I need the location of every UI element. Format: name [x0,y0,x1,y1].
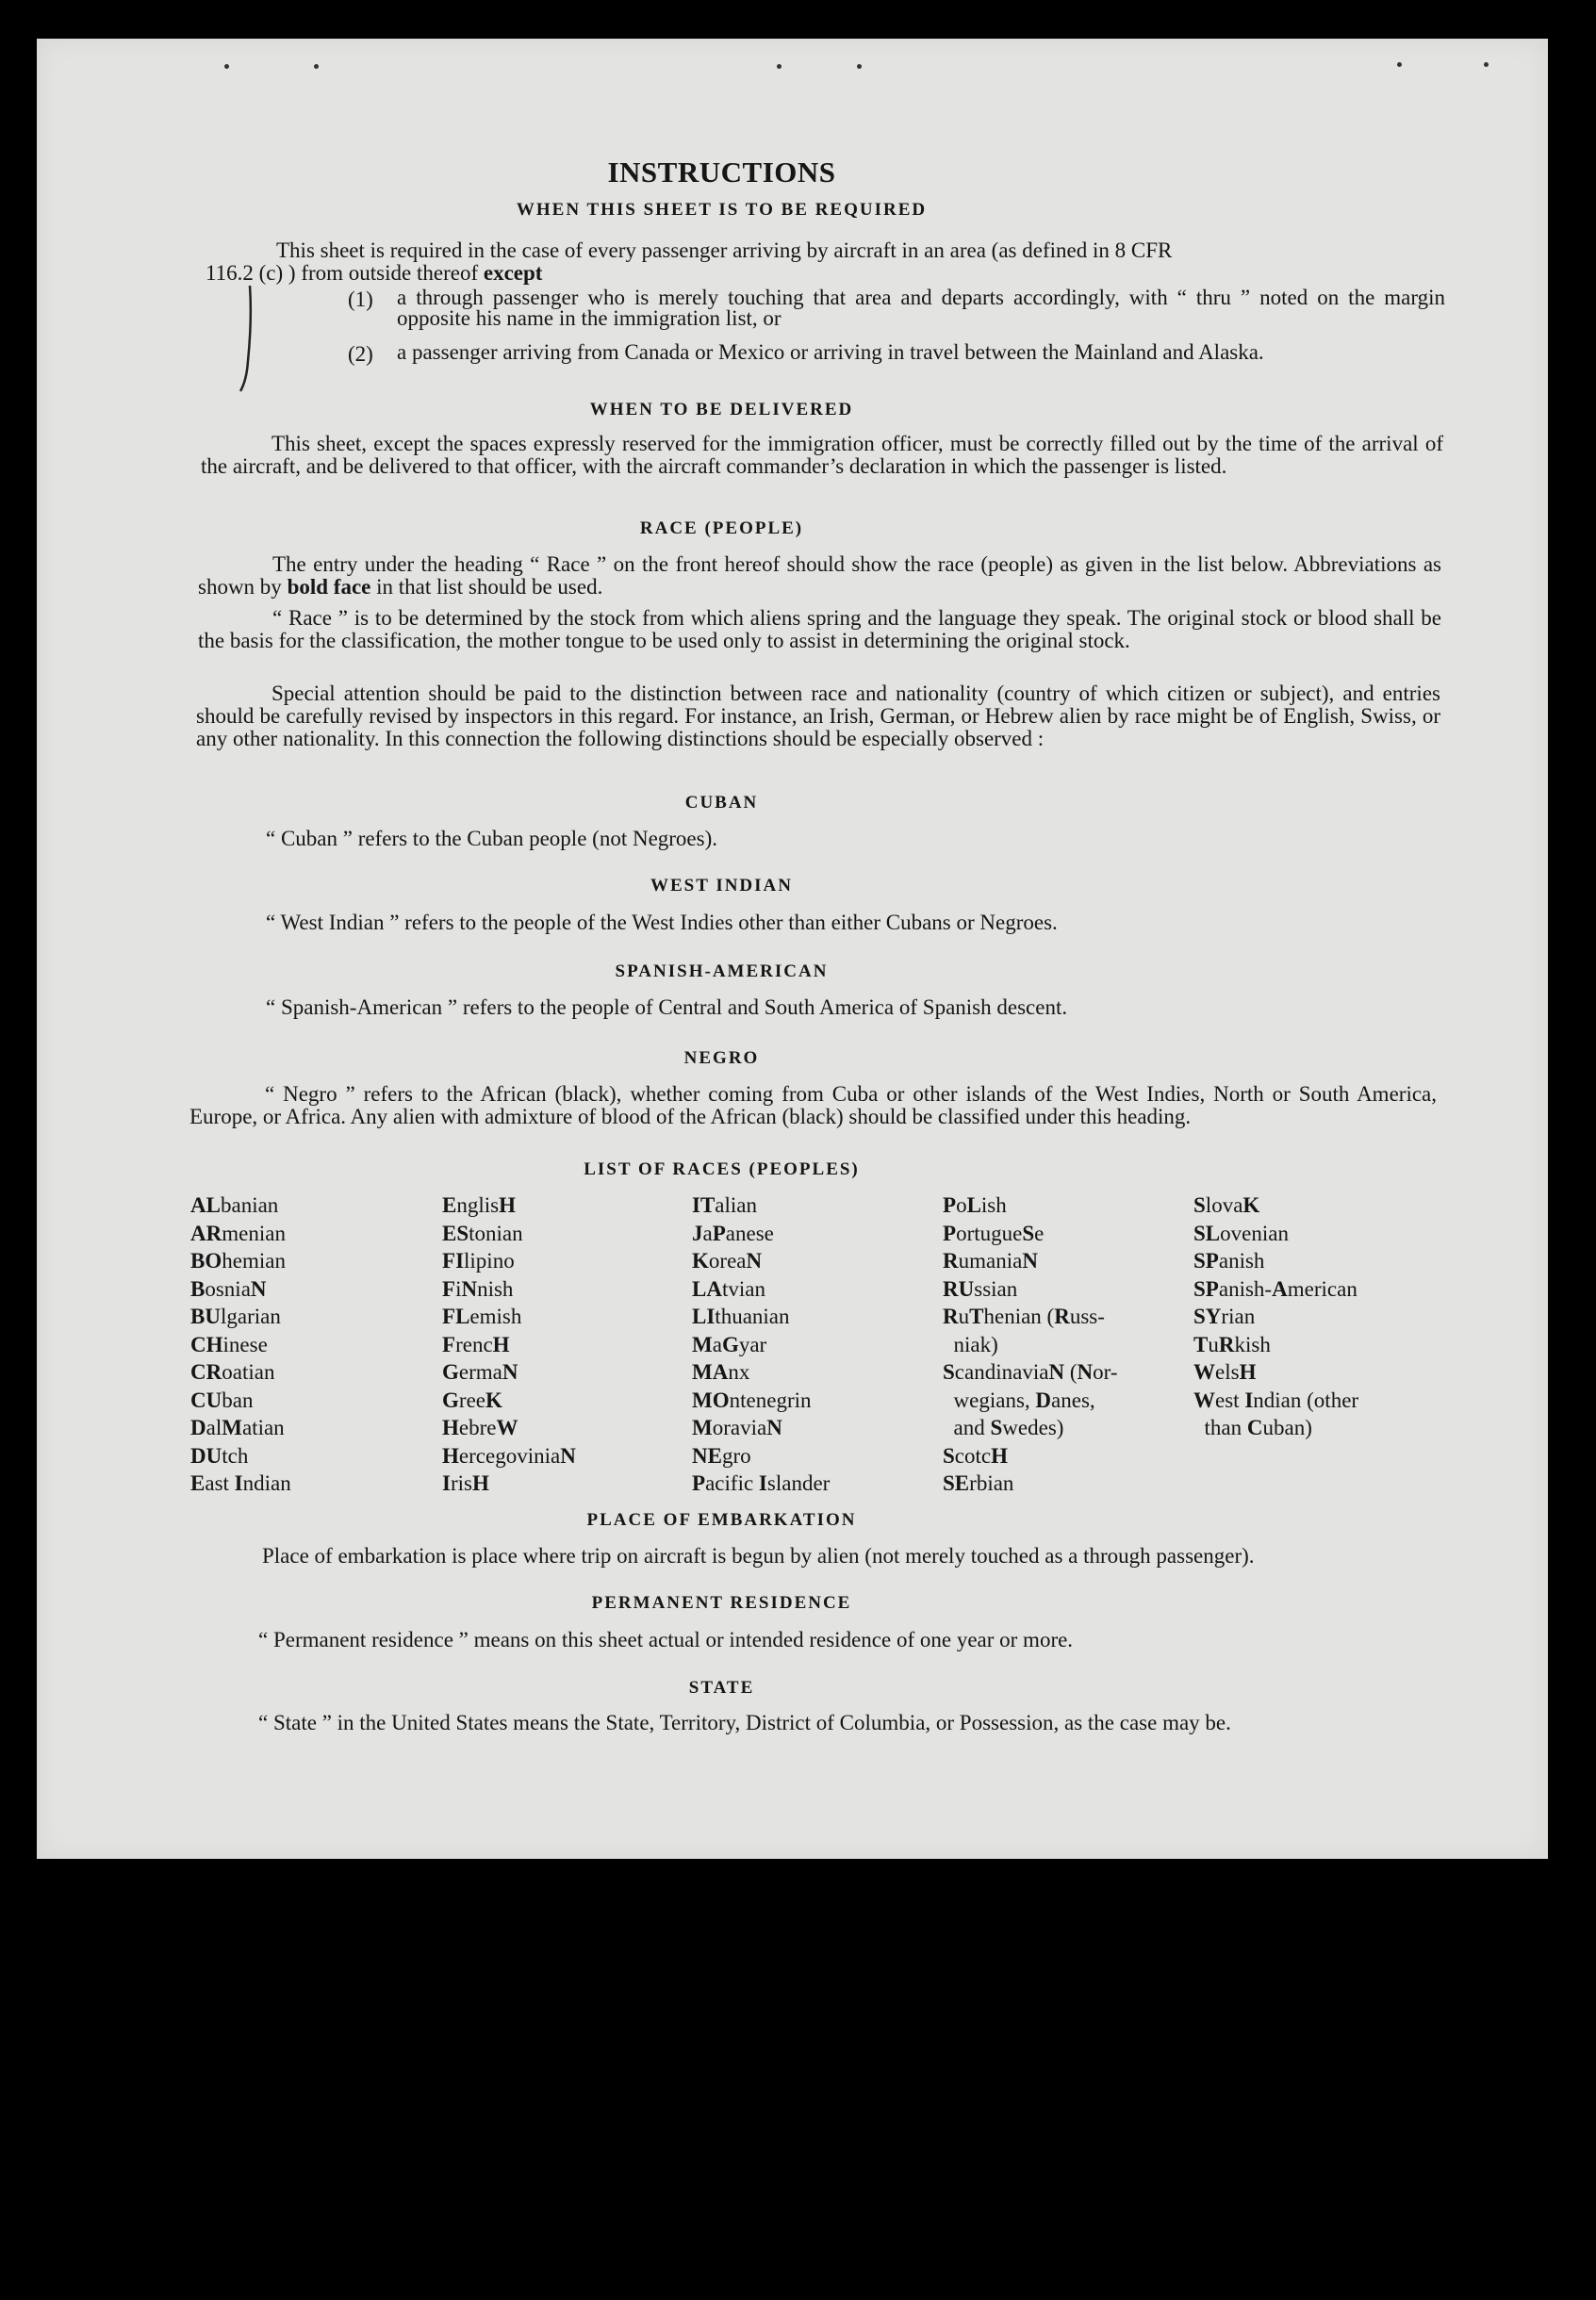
race-list-item: FrencH [442,1332,510,1356]
race-list-item: RuThenian (Russ- [943,1305,1105,1328]
race-list-item: ALbanian [190,1193,279,1217]
race-list-item: FiNnish [442,1276,514,1301]
cuban-text: “ Cuban ” refers to the Cuban people (not Negroes). [266,827,718,850]
race-list-item: SErbian [943,1471,1014,1495]
race-list-item: WelsH [1193,1360,1257,1384]
punch-hole-dot [857,64,862,69]
negro-text: “ Negro ” refers to the African (black), whether coming from Cuba or other islands of the West Indies, North or South America, Europe, or Africa. Any alien with admixture of blood of the African (black) should be classified under this heading. [189,1082,1437,1128]
embarkation-text: Place of embarkation is place where trip on aircraft is begun by alien (not merely touched as a through passenger). [262,1544,1255,1568]
punch-hole-dot [314,64,319,69]
race-list-item: SlovaK [1193,1193,1260,1217]
race-list-item: BosniaN [190,1276,267,1301]
required-heading: WHEN THIS SHEET IS TO BE REQUIRED [516,200,928,220]
race-list-item: LAtvian [692,1276,765,1301]
page-title: INSTRUCTIONS [607,156,836,189]
embarkation-heading: PLACE OF EMBARKATION [586,1510,857,1530]
race-list-item: PortugueSe [943,1221,1045,1245]
except-bold: except [483,261,543,285]
negro-heading: NEGRO [683,1048,760,1068]
state-text: “ State ” in the United States means the State, Territory, District of Columbia, or Possession, as the case may be. [258,1711,1231,1734]
race-list-item: niak) [953,1332,998,1356]
race-list-item: EnglisH [442,1193,516,1217]
race-list-item: RUssian [943,1276,1018,1301]
race-list-item: SPanish [1193,1249,1265,1273]
race-list-column-3 [692,1191,830,1498]
race-list-item: DUtch [190,1443,249,1468]
race-list-item: FIlipino [442,1249,515,1273]
race-list-item: DalMatian [190,1416,285,1439]
instruction-sheet [37,39,1548,1859]
margin-bracket-mark [235,286,263,399]
race-p1-text: The entry under the heading “ Race ” on the front hereof should show the race (people) as given in the list below. Abbreviations as shown by [198,552,1441,599]
race-list-item: MOntenegrin [692,1388,812,1412]
race-list-item: NEgro [692,1443,751,1468]
delivered-text: This sheet, except the spaces expressly reserved for the immigration officer, must be correctly filled out by the time of the arrival of the aircraft, and be delivered to that officer, with the aircraft commander’s declaration in which the passenger is listed. [201,432,1443,478]
spanish-american-text: “ Spanish-American ” refers to the people of Central and South America of Spanish descent. [266,995,1068,1019]
race-list-item: East Indian [190,1471,291,1495]
race-list-item: SPanish-American [1193,1276,1357,1301]
race-paragraph-2: “ Race ” is to be determined by the stock from which aliens spring and the language they speak. The original stock or blood shall be the basis for the classification, the mother tongue to be used only to assist in determining the original stock. [198,606,1441,652]
race-list-item: ScandinaviaN (Nor- [943,1360,1118,1384]
race-list-column-2 [442,1191,576,1498]
race-list-item: MoraviaN [692,1416,782,1439]
race-list-item: JaPanese [692,1221,774,1245]
race-list-item: LIthuanian [692,1305,790,1328]
required-line-2 [206,261,865,286]
list-heading: LIST OF RACES (PEOPLES) [584,1159,860,1179]
race-list-item: MAnx [692,1360,750,1384]
race-list-item: ScotcH [943,1443,1009,1468]
required-line-1: This sheet is required in the case of every passenger arriving by aircraft in an area (as defined in 8 CFR [276,238,1173,262]
race-list-item: Pacific Islander [692,1471,831,1495]
race-list-item: IrisH [442,1471,489,1495]
race-list-item: TuRkish [1193,1332,1271,1356]
race-paragraph-3: Special attention should be paid to the distinction between race and nationality (country of which citizen or subject), and entries should be carefully revised by inspectors in this regard. For instance, an Irish, German, or Hebrew alien by race might be of English, Swiss, or any other nationality. In this connection the following distinctions should be especially observed : [196,682,1440,750]
punch-hole-dot [224,64,229,69]
item-1-text: a through passenger who is merely touching that area and departs accordingly, with “ thru ” noted on the margin opposite his name in the immigration list, or [397,286,1445,330]
item-2-number: (2) [348,342,373,366]
race-list-item: HebreW [442,1416,518,1439]
race-list-item: ARmenian [190,1221,286,1245]
race-list-item: wegians, Danes, [953,1388,1095,1412]
item-2-text: a passenger arriving from Canada or Mexico or arriving in travel between the Mainland and Alaska. [397,340,1264,364]
punch-hole-dot [1484,62,1489,67]
race-p1-text-end: in that list should be used. [370,575,603,599]
race-paragraph-1 [198,553,1441,599]
race-list-item: GreeK [442,1388,502,1412]
race-list-item: CRoatian [190,1360,275,1384]
punch-hole-dot [777,64,782,69]
required-line-2-text: 116.2 (c) ) from outside thereof [206,261,484,285]
race-list-item: HercegoviniaN [442,1443,576,1468]
race-list-item: BUlgarian [190,1305,281,1328]
race-list-item: CUban [190,1388,254,1412]
residence-text: “ Permanent residence ” means on this sheet actual or intended residence of one year or more. [258,1628,1074,1651]
race-list-item: PoLish [943,1193,1007,1217]
race-heading: RACE (PEOPLE) [639,518,804,538]
race-list-item: CHinese [190,1332,268,1356]
race-list-column-1 [190,1191,291,1498]
race-list-item: than Cuban) [1204,1416,1312,1439]
race-list-item: SYrian [1193,1305,1256,1328]
race-list-item: EStonian [442,1221,523,1245]
race-list-column-4 [943,1191,1118,1498]
spanish-american-heading: SPANISH-AMERICAN [615,961,829,981]
race-list-item: ITalian [692,1193,758,1217]
race-list-item: BOhemian [190,1249,286,1273]
west-indian-heading: WEST INDIAN [650,876,793,895]
race-list-item: SLovenian [1193,1221,1289,1245]
west-indian-text: “ West Indian ” refers to the people of the West Indies other than either Cubans or Negroes. [266,911,1058,934]
race-list-item: FLemish [442,1305,522,1328]
item-1-number: (1) [348,288,373,311]
race-list-item: GermaN [442,1360,518,1384]
delivered-heading: WHEN TO BE DELIVERED [589,400,854,419]
race-list-item: MaGyar [692,1332,767,1356]
punch-hole-dot [1397,62,1402,67]
state-heading: STATE [688,1678,755,1698]
bold-face-text: bold face [287,575,371,599]
race-list-column-5 [1193,1191,1358,1442]
race-list-item: West Indian (other [1193,1388,1359,1412]
cuban-heading: CUBAN [684,793,759,813]
race-list-item: KoreaN [692,1249,763,1273]
residence-heading: PERMANENT RESIDENCE [591,1593,852,1613]
race-list-item: and Swedes) [953,1416,1064,1439]
race-list-item: RumaniaN [943,1249,1038,1273]
